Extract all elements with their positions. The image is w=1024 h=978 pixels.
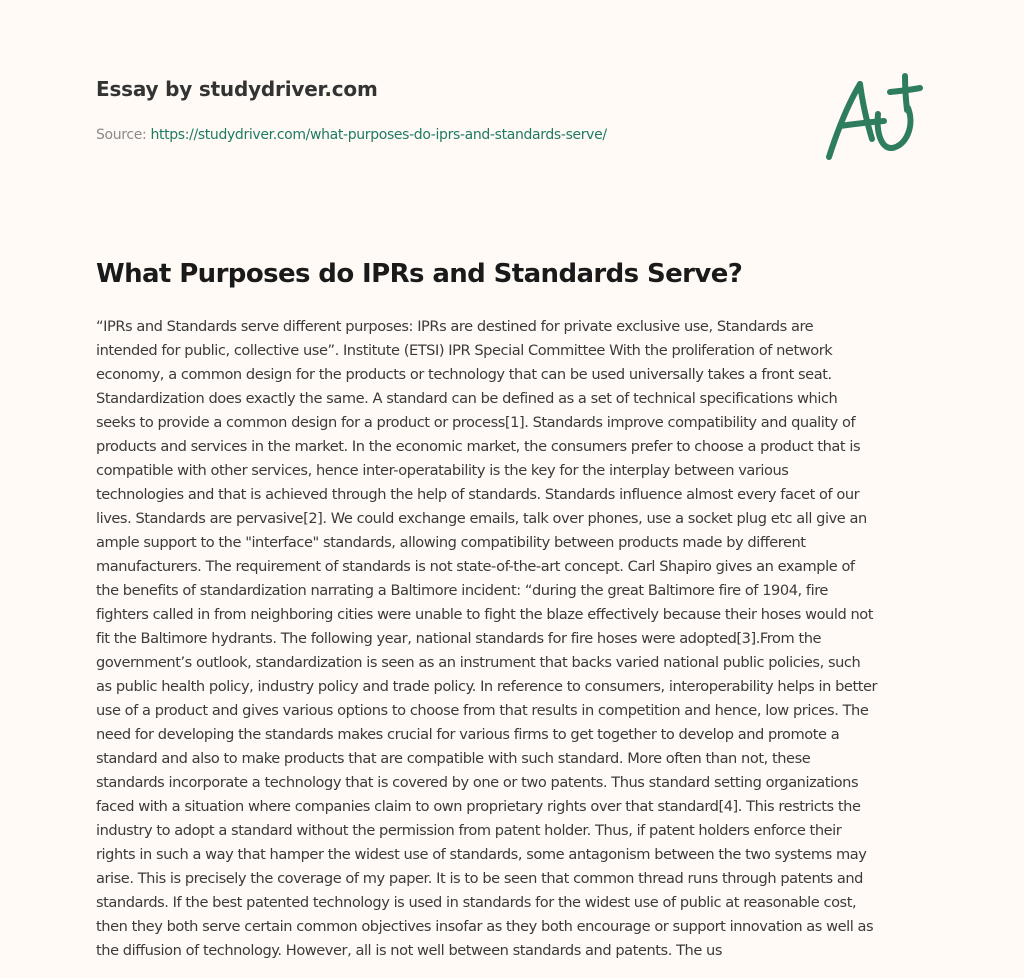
site-title: Essay by studydriver.com — [96, 77, 378, 101]
body-line: ample support to the "interface" standards, allowing compatibility between products made by different — [96, 534, 806, 551]
source-line — [96, 125, 926, 145]
source-link[interactable]: https://studydriver.com/what-purposes-do-iprs-and-standards-serve/ — [150, 127, 607, 143]
body-line: as public health policy, industry policy and trade policy. In reference to consumers, interoperability helps in better — [96, 678, 878, 695]
body-line: seeks to provide a common design for a product or process[1]. Standards improve compatibility and quality of — [96, 414, 856, 431]
body-line: economy, a common design for the products or technology that can be used universally takes a front seat. — [96, 366, 832, 383]
body-line: industry to adopt a standard without the permission from patent holder. Thus, if patent holders enforce their — [96, 822, 842, 839]
body-line: standards. If the best patented technology is used in standards for the widest use of public at reasonable cost, — [96, 894, 857, 911]
article-title: What Purposes do IPRs and Standards Serve? — [96, 259, 743, 289]
body-line: faced with a situation where companies claim to own proprietary rights over that standard[4]. This restricts the — [96, 798, 861, 815]
body-line: Standardization does exactly the same. A standard can be defined as a set of technical specifications which — [96, 390, 838, 407]
body-line: then they both serve certain common objectives insofar as they both encourage or support innovation as well as — [96, 918, 874, 935]
body-line: use of a product and gives various options to choose from that results in competition and hence, low prices. The — [96, 702, 869, 719]
body-line: fit the Baltimore hydrants. The following year, national standards for fire hoses were adopted[3].From the — [96, 630, 822, 647]
body-line: products and services in the market. In the economic market, the consumers prefer to choose a product that is — [96, 438, 861, 455]
body-line: manufacturers. The requirement of standards is not state-of-the-art concept. Carl Shapiro gives an example of — [96, 558, 855, 575]
body-line: intended for public, collective use”. Institute (ETSI) IPR Special Committee With the proliferation of network — [96, 342, 833, 359]
essay-header — [96, 74, 926, 145]
body-line: standard and also to make products that are compatible with such standard. More often than not, these — [96, 750, 811, 767]
body-line: rights in such a way that hamper the widest use of standards, some antagonism between the two systems may — [96, 846, 867, 863]
body-line: “IPRs and Standards serve different purposes: IPRs are destined for private exclusive use, Standards are — [96, 318, 814, 335]
body-line: arise. This is precisely the coverage of my paper. It is to be seen that common thread runs through patents and — [96, 870, 863, 887]
body-line: the diffusion of technology. However, all is not well between standards and patents. The us — [96, 942, 723, 959]
a-plus-grade-icon — [820, 64, 930, 164]
a-plus-logo-svg — [820, 64, 930, 164]
body-line: lives. Standards are pervasive[2]. We could exchange emails, talk over phones, use a socket plug etc all give an — [96, 510, 867, 527]
body-line: standards incorporate a technology that is covered by one or two patents. Thus standard setting organizations — [96, 774, 859, 791]
body-line: compatible with other services, hence inter-operatability is the key for the interplay between various — [96, 462, 789, 479]
article-body — [96, 315, 936, 963]
body-line: government’s outlook, standardization is seen as an instrument that backs varied national public policies, such — [96, 654, 861, 671]
body-line: need for developing the standards makes crucial for various firms to get together to develop and promote a — [96, 726, 840, 743]
body-line: the benefits of standardization narrating a Baltimore incident: “during the great Baltimore fire of 1904, fire — [96, 582, 828, 599]
source-label: Source: — [96, 127, 151, 143]
body-line: fighters called in from neighboring cities were unable to fight the blaze effectively because their hoses would not — [96, 606, 874, 623]
body-line: technologies and that is achieved through the help of standards. Standards influence almost every facet of our — [96, 486, 860, 503]
